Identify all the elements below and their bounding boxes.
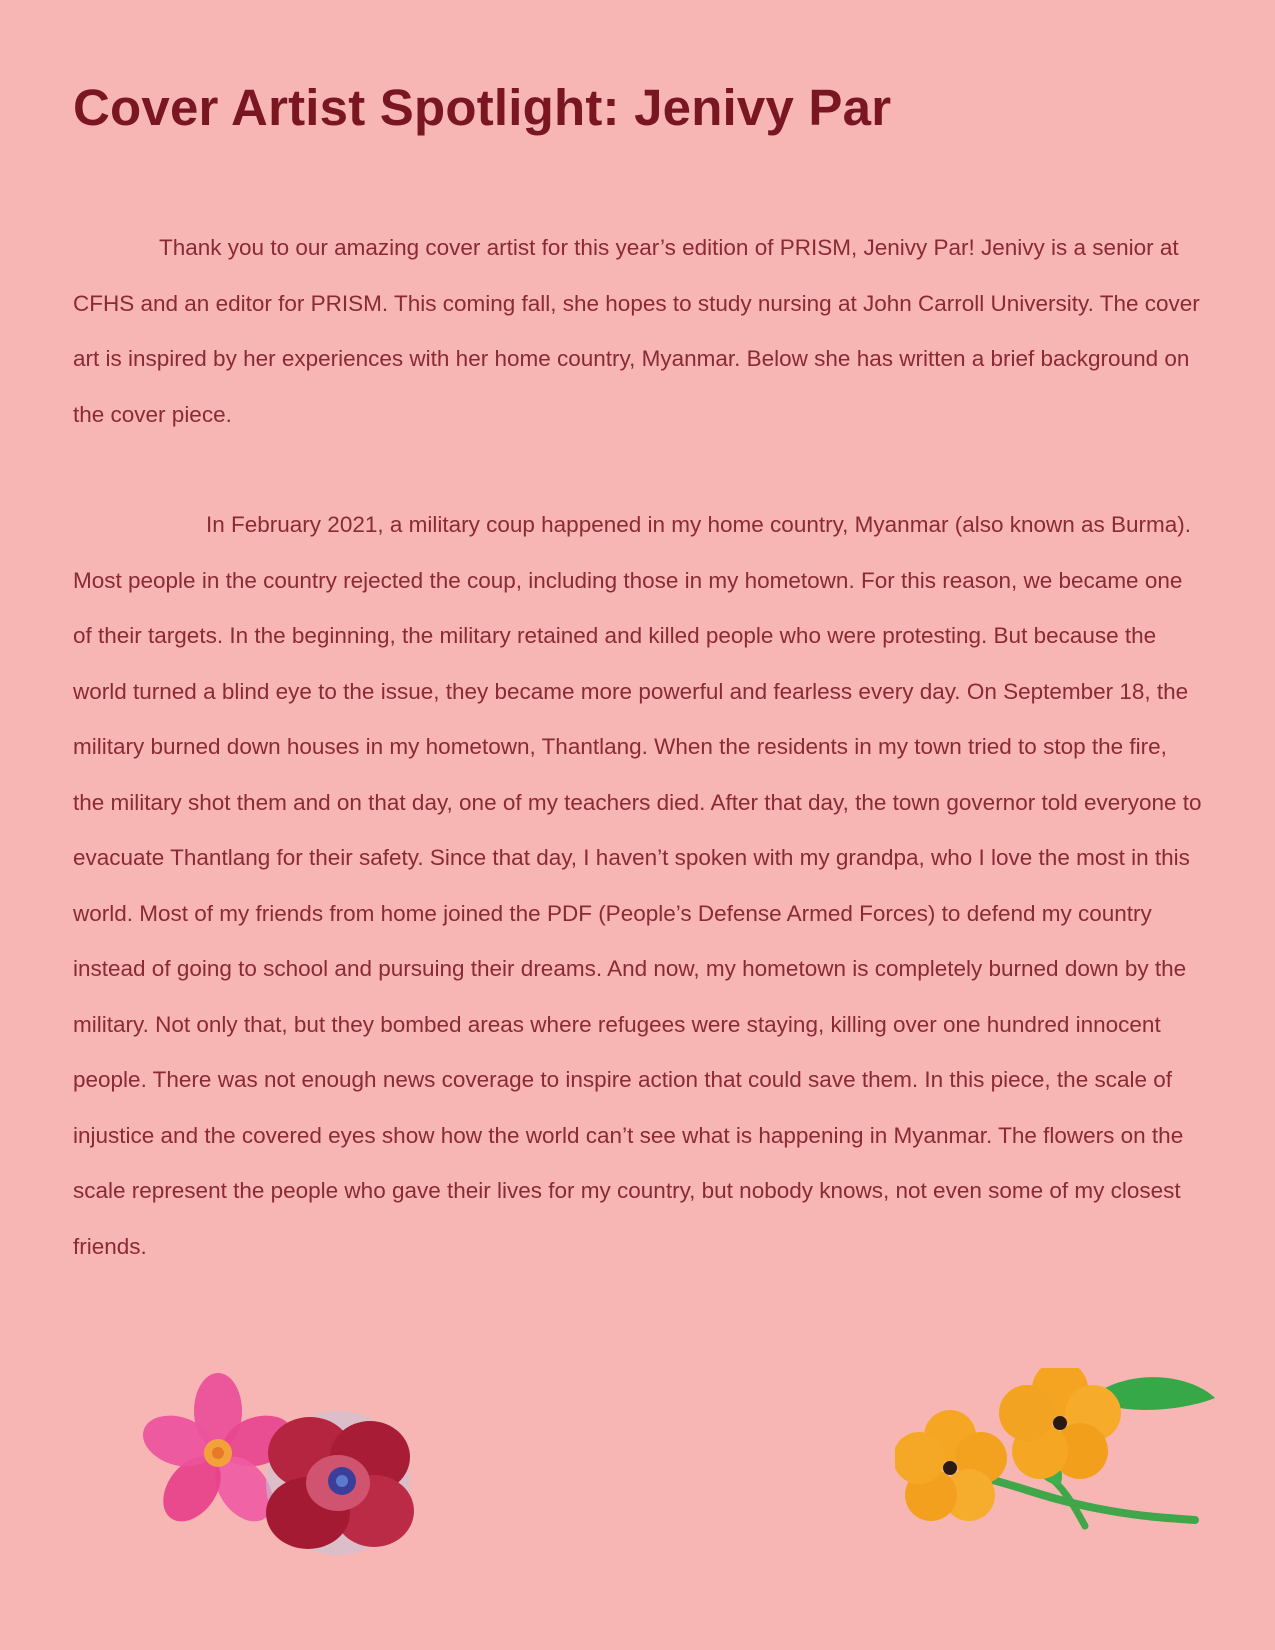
pink-flowers-illustration bbox=[138, 1368, 428, 1568]
page-title: Cover Artist Spotlight: Jenivy Par bbox=[73, 79, 892, 136]
orange-flower-left bbox=[895, 1410, 1007, 1521]
orange-flower-right bbox=[999, 1368, 1121, 1479]
orange-flowers-illustration bbox=[895, 1368, 1220, 1548]
artist-statement-paragraph: In February 2021, a military coup happened in my home country, Myanmar (also known as Burma). Most people in the country rejected the coup, including those in my hometown. For this reason, we became one of their targets. In the beginning, the military retained and killed people who were protesting. But because the world turned a blind eye to the issue, they became more powerful and fearless every day. On September 18, the military burned down houses in my hometown, Thantlang. When the residents in my town tried to stop the fire, the military shot them and on that day, one of my teachers died. After that day, the town governor told everyone to evacuate Thantlang for their safety. Since that day, I haven’t spoken with my grandpa, who I love the most in this world. Most of my friends from home joined the PDF (People’s Defense Armed Forces) to defend my country instead of going to school and pursuing their dreams. And now, my hometown is completely burned down by the military. Not only that, but they bombed areas where refugees were staying, killing over one hundred innocent people. There was not enough news coverage to inspire action that could save them. In this piece, the scale of injustice and the covered eyes show how the world can’t see what is happening in Myanmar. The flowers on the scale represent the people who gave their lives for my country, but nobody knows, not even some of my closest friends. bbox=[73, 512, 1202, 1259]
intro-paragraph: Thank you to our amazing cover artist for this year’s edition of PRISM, Jenivy Par! Jenivy is a senior at CFHS and an editor for PRISM. This coming fall, she hopes to study nursing at John Carroll University. The cover art is inspired by her experiences with her home country, Myanmar. Below she has written a brief background on the cover piece. bbox=[73, 235, 1200, 427]
crimson-flower bbox=[266, 1411, 414, 1555]
